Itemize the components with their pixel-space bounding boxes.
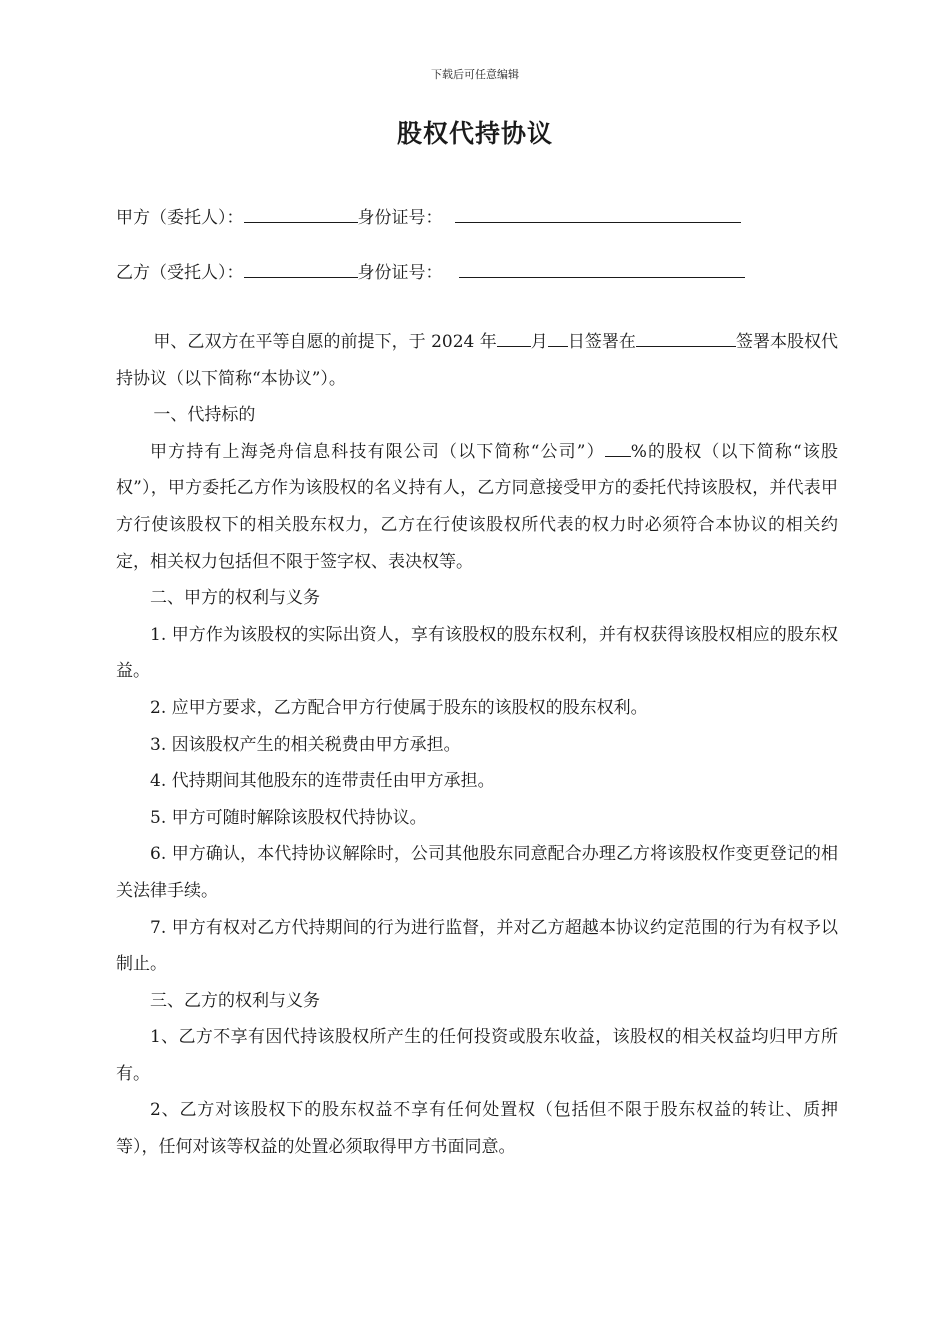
party-a-id-blank[interactable] bbox=[455, 206, 741, 223]
section-1-paragraph: 甲方持有上海尧舟信息科技有限公司（以下简称“公司”） %的股权（以下简称“该股权”），甲方委托乙方作为该股权的名义持有人，乙方同意接受甲方的委托代持该股权，并代表甲方行使该股权下的相关股东权力，乙方在行使该股权所代表的权力时必须符合本协议的相关约定，相关权力包括但不限于签字权、表决权等。 bbox=[116, 441, 838, 572]
party-a-name-blank[interactable] bbox=[244, 206, 358, 223]
party-b-id-label: 身份证号： bbox=[357, 263, 443, 283]
day-blank[interactable] bbox=[548, 331, 568, 347]
section-2-item: 5. 甲方可随时解除该股权代持协议。 bbox=[150, 807, 427, 828]
party-a-line bbox=[116, 203, 741, 228]
section-3-item: 1、乙方不享有因代持该股权所产生的任何投资或股东收益，该股权的相关权益均归甲方所有。 bbox=[116, 1027, 838, 1084]
party-b-label: 乙方（受托人）： bbox=[116, 263, 244, 283]
party-a-label: 甲方（委托人）： bbox=[116, 208, 244, 228]
location-blank[interactable] bbox=[636, 331, 736, 347]
party-b-line bbox=[116, 258, 745, 283]
section-2-item: 7. 甲方有权对乙方代持期间的行为进行监督，并对乙方超越本协议约定范围的行为有权予以制止。 bbox=[116, 917, 838, 975]
intro-paragraph: 甲、乙双方在平等自愿的前提下，于 2024 年 月 日签署在 签署本股权代持协议（以下简称“本协议”）。 bbox=[116, 332, 839, 389]
header-note: 下载后可任意编辑 bbox=[431, 68, 519, 81]
section-3-heading: 三、乙方的权利与义务 bbox=[150, 990, 320, 1011]
section-2-item: 2. 应甲方要求，乙方配合甲方行使属于股东的该股权的股东权利。 bbox=[150, 697, 648, 718]
section-1-heading: 一、代持标的 bbox=[153, 405, 256, 426]
party-b-name-blank[interactable] bbox=[244, 261, 358, 278]
party-b-id-blank[interactable] bbox=[459, 261, 745, 278]
section-2-heading: 二、甲方的权利与义务 bbox=[150, 588, 320, 609]
section-2-item: 1. 甲方作为该股权的实际出资人，享有该股权的股东权利，并有权获得该股权相应的股东权益。 bbox=[116, 624, 838, 682]
party-a-id-label: 身份证号： bbox=[357, 208, 443, 228]
section-2-item: 6. 甲方确认，本代持协议解除时，公司其他股东同意配合办理乙方将该股权作变更登记的相关法律手续。 bbox=[116, 844, 838, 901]
section-2-item: 3. 因该股权产生的相关税费由甲方承担。 bbox=[150, 734, 461, 755]
document-title: 股权代持协议 bbox=[396, 119, 553, 148]
section-3-item: 2、乙方对该股权下的股东权益不享有任何处置权（包括但不限于股东权益的转让、质押等），任何对该等权益的处置必须取得甲方书面同意。 bbox=[116, 1100, 838, 1158]
agreement-body bbox=[116, 324, 838, 1166]
percentage-blank[interactable] bbox=[605, 441, 631, 457]
section-2-item: 4. 代持期间其他股东的连带责任由甲方承担。 bbox=[150, 771, 495, 792]
month-blank[interactable] bbox=[497, 331, 531, 347]
